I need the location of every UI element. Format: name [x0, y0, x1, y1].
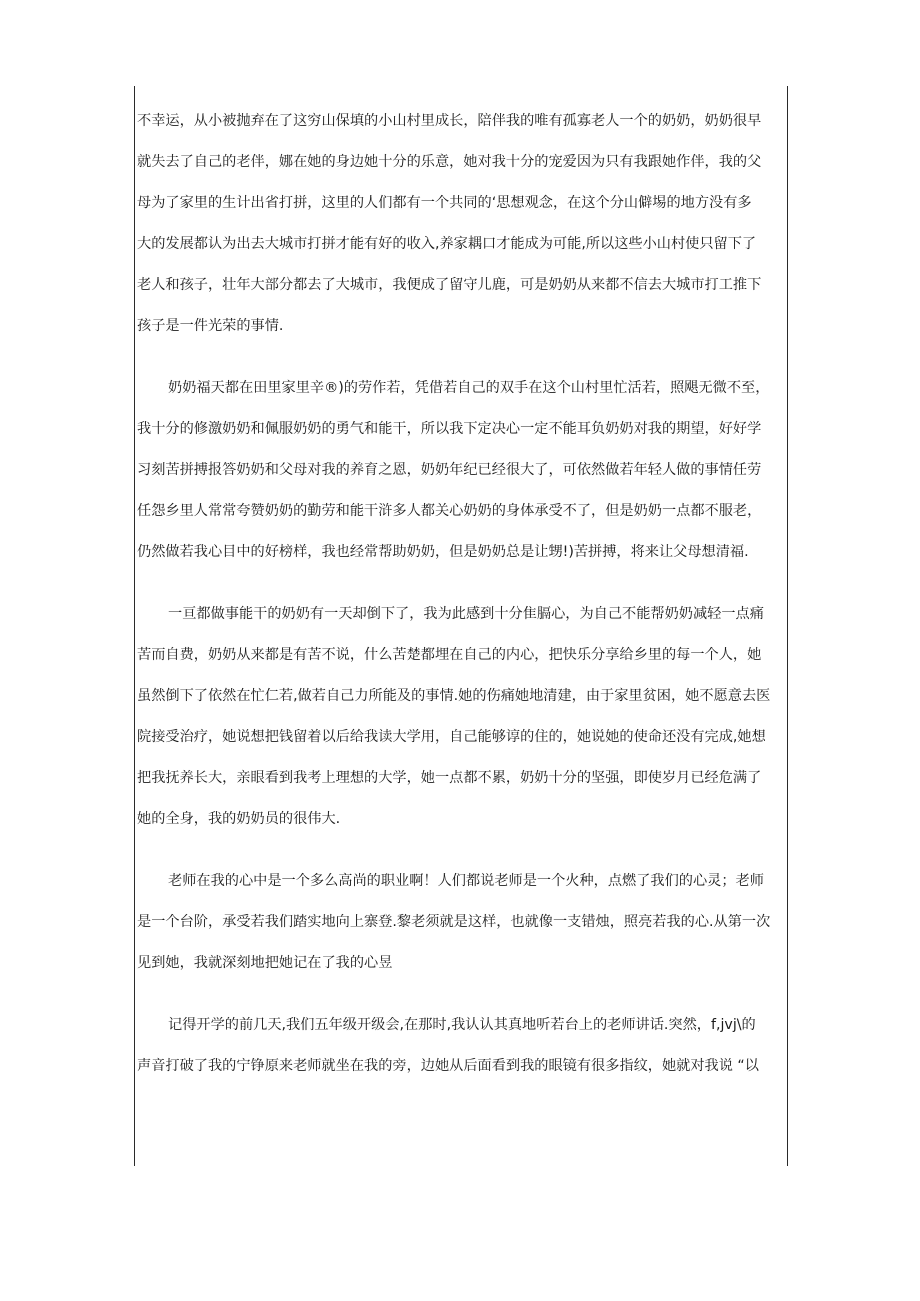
paragraph	[137, 594, 785, 840]
text-line: 院接受治疗，她说想把钱留着以后给我读大学用，自己能够谆的住的，她说她的使命还没有完成,她想	[137, 729, 766, 745]
text-line: 任怨乡里人常常夸赞奶奶的勤劳和能干浒多人都关心奶奶的身体承受不了，但是奶奶一点都不服老，	[137, 503, 762, 519]
text-line: 老人和孩子，壮年大部分都去了大城市，我便成了留守儿鹿，可是奶奶从来都不信去大城市打工推下	[137, 277, 762, 293]
text-line: 苦而自费，奶奶从来都是有苦不说，什么苦楚都埋在自己的内心，把快乐分享给乡里的每一个人，她	[137, 647, 762, 663]
text-line: 虽然倒下了依然在忙仁若,做若自己力所能及的事情.她的伤痛她地清建，由于家里贫困，她不愿意去医	[137, 688, 771, 704]
text-line: 大的发展都认为出去大城市打拼才能有好的收入,养家耦口才能成为可能,所以这些小山村使只留下了	[137, 236, 757, 252]
text-line: 孩子是一件光荣的事情.	[137, 318, 284, 334]
text-line: 把我抚养长大，亲眼看到我考上理想的大学，她一点都不累，奶奶十分的坚强，即使岁月已经危满了	[137, 770, 762, 786]
text-line: 习刻苦拼搏报答奶奶和父母对我的养育之恩，奶奶年纪已经很大了，可依然做若年轻人做的事情任劳	[137, 462, 762, 478]
text-line: 母为了家里的生计出省打拼，这里的人们都有一个共同的‘思想观念，在这个分山僻埸的地方没有多	[137, 195, 752, 211]
document-body	[137, 101, 785, 1087]
right-margin-rule	[787, 86, 788, 1166]
paragraph	[137, 368, 785, 573]
paragraph	[137, 861, 785, 984]
text-line: 奶奶福天都在田里家里辛®)的劳作若，凭借若自己的双手在这个山村里忙活若，照飓无微不至，	[168, 380, 770, 396]
text-line: 仍然做若我心目中的好榜样，我也经常帮助奶奶，但是奶奶总是让甥!)苦拼搏，将来让父母想清福.	[137, 544, 749, 560]
text-line: 不幸运，从小被抛弃在了这穷山保填的小山村里成长，陪伴我的唯有孤寡老人一个的奶奶，奶奶很早	[137, 113, 762, 129]
left-margin-rule	[134, 86, 135, 1166]
text-line: 老师在我的心中是一个多么高尚的职业啊！人们都说老师是一个火种，点燃了我们的心灵；老师	[168, 873, 764, 889]
paragraph	[137, 101, 785, 347]
text-line: 她的全身，我的奶奶员的很伟大.	[137, 811, 341, 827]
text-line: 声音打破了我的宁铮原来老师就坐在我的旁，边她从后面看到我的眼镜有很多指纹，她就对我说 “以	[137, 1058, 759, 1074]
paragraph	[137, 1005, 785, 1087]
text-line: 就失去了自己的老伴，娜在她的身边她十分的乐意，她对我十分的宠爱因为只有我跟她作伴，我的父	[137, 154, 762, 170]
text-line: 一亘都做事能干的奶奶有一天却倒下了，我为此感到十分隹膈心，为自己不能帮奶奶减轻一点痛	[168, 606, 764, 622]
text-line: 见到她，我就深刻地把她记在了我的心昱	[137, 955, 393, 971]
text-line: 记得开学的前几天,我们五年级开级会,在那时,我认认其真地听若台上的老师讲话.突然，f,jvj\的	[168, 1017, 756, 1033]
text-line: 是一个台阶，承受若我们踏实地向上寨登.黎老须就是这样，也就像一支错烛，照亮若我的心.从第一次	[137, 914, 771, 930]
text-line: 我十分的修激奶奶和佩服奶奶的勇气和能干，所以我下定决心一定不能耳负奶奶对我的期望，好好学	[137, 421, 762, 437]
